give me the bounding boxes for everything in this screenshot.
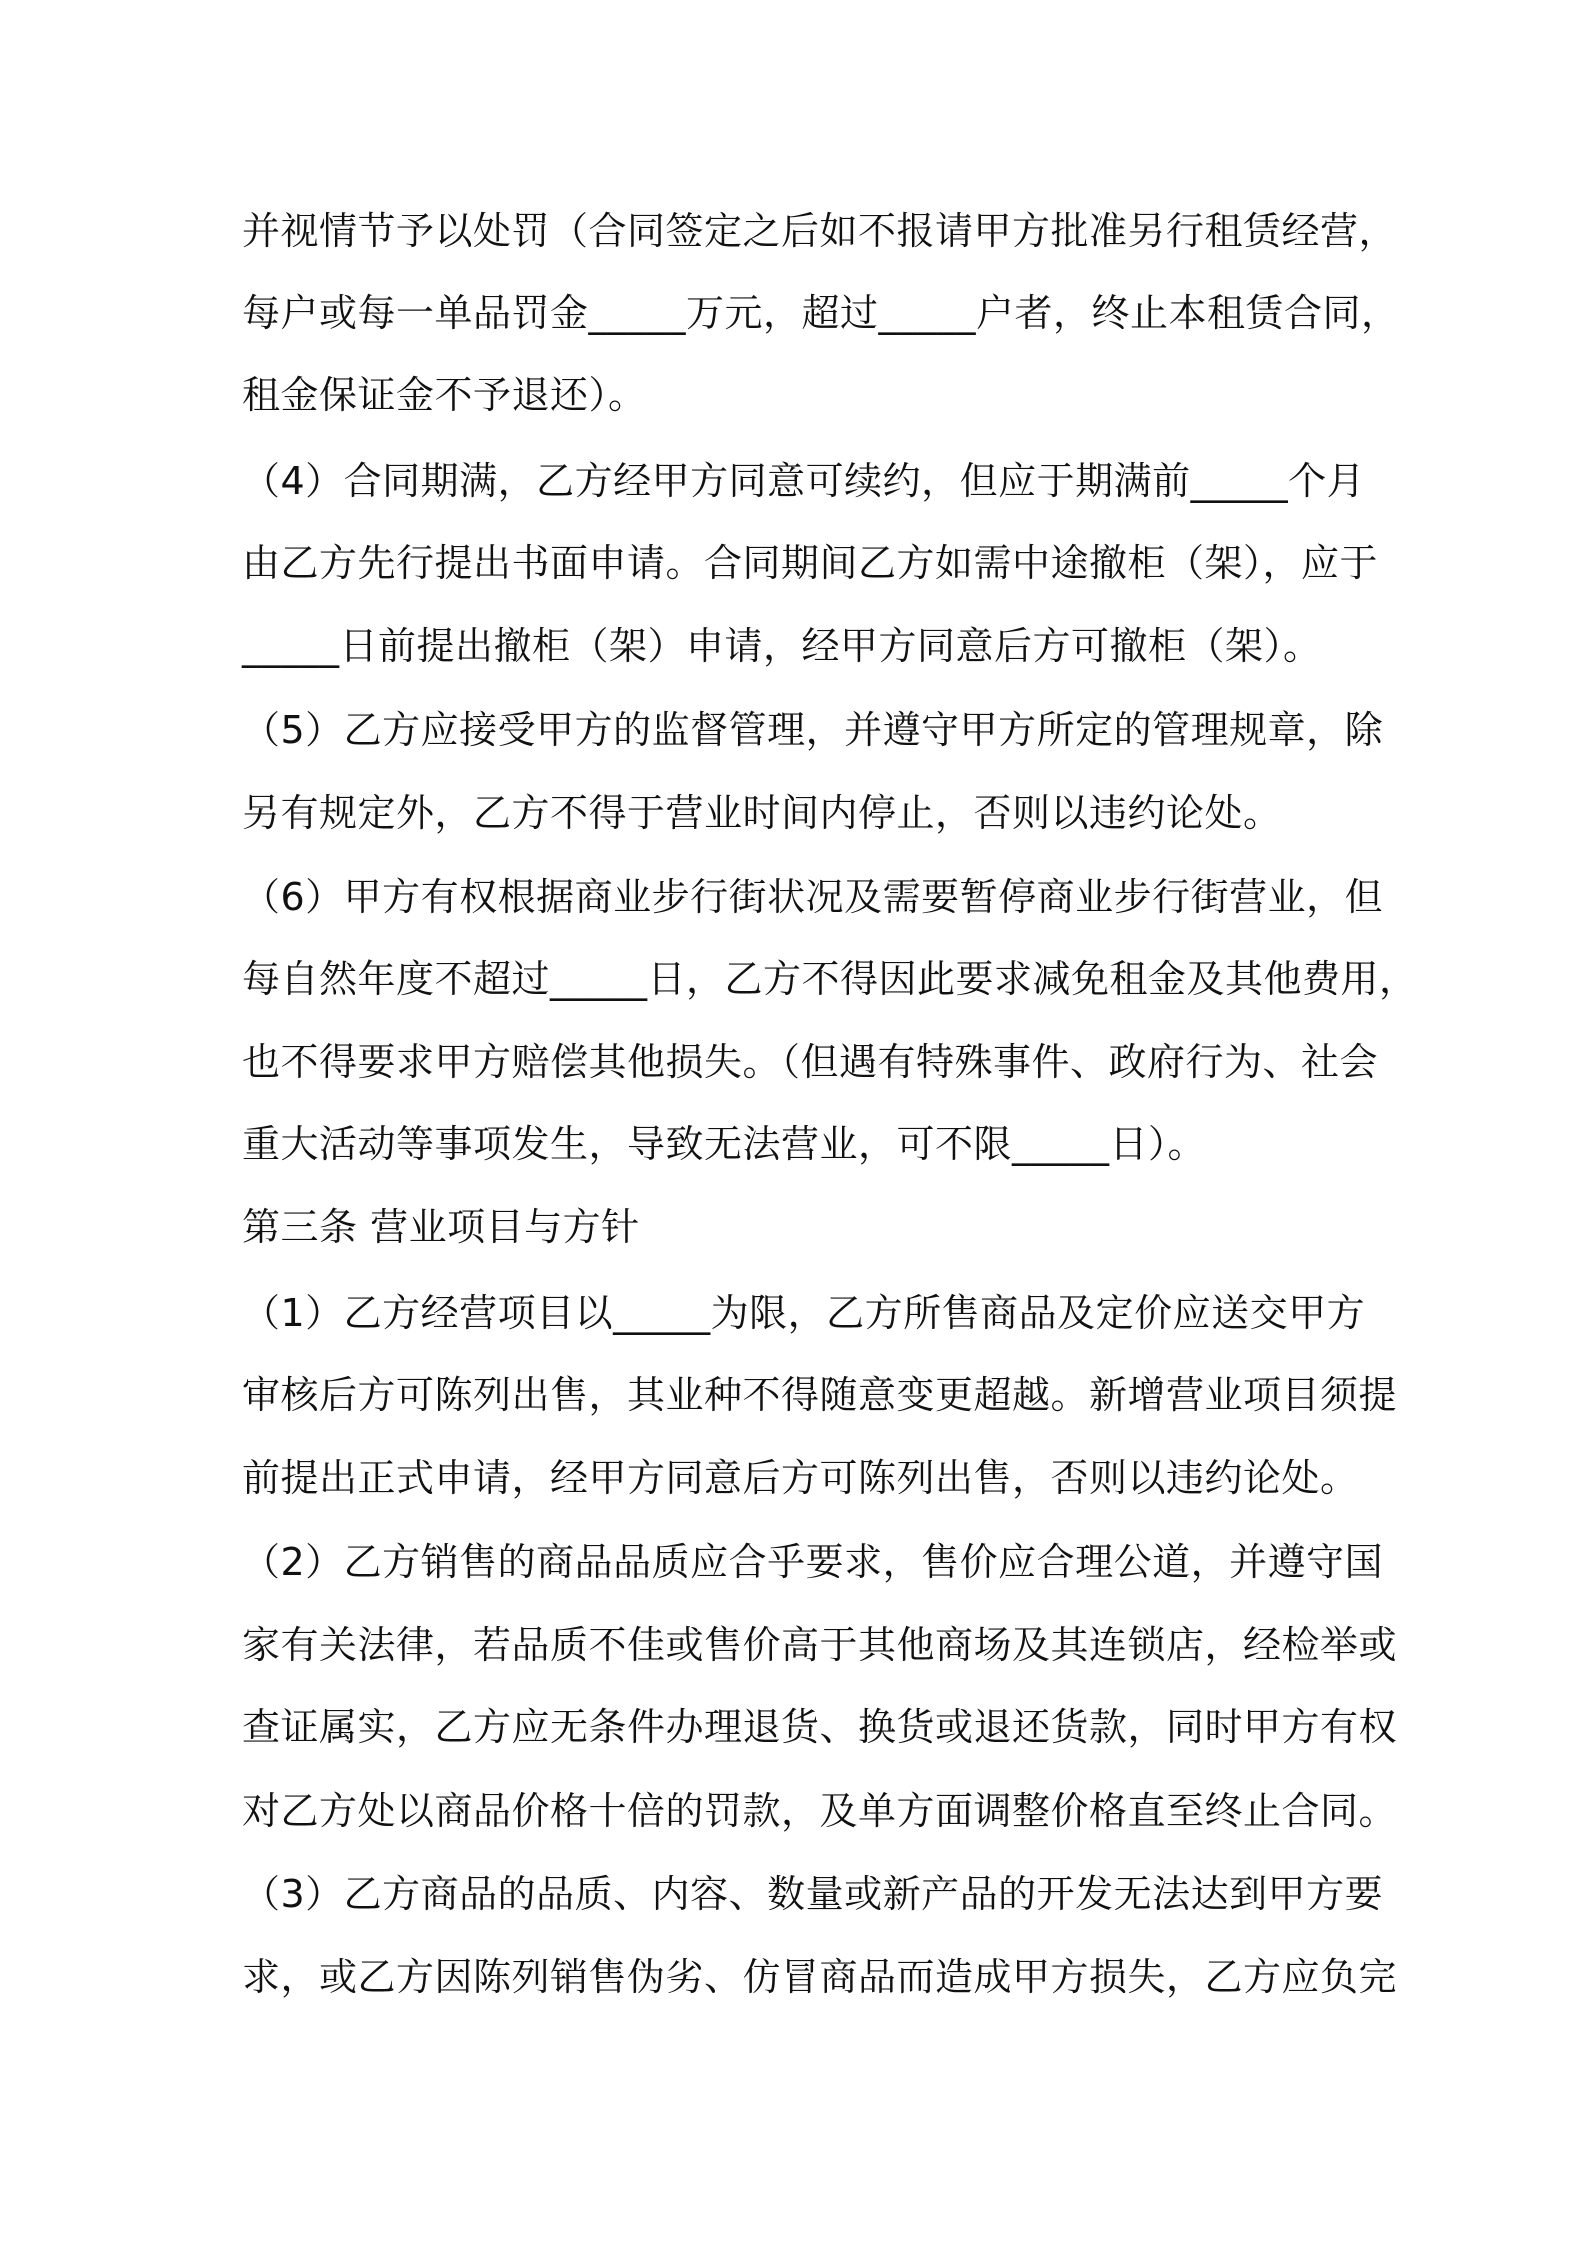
text-line: 每自然年度不超过_____日，乙方不得因此要求减免租金及其他费用， xyxy=(242,957,1418,1001)
text-line: 家有关法律，若品质不佳或售价高于其他商场及其连锁店，经检举或 xyxy=(242,1623,1398,1667)
text-line: （3）乙方商品的品质、内容、数量或新产品的开发无法达到甲方要 xyxy=(242,1872,1384,1916)
text-line: 对乙方处以商品价格十倍的罚款，及单方面调整价格直至终止合同。 xyxy=(242,1789,1398,1833)
text-line: 也不得要求甲方赔偿其他损失。（但遇有特殊事件、政府行为、社会 xyxy=(242,1040,1379,1084)
text-line: 审核后方可陈列出售，其业种不得随意变更超越。新增营业项目须提 xyxy=(242,1373,1398,1417)
text-line: 租金保证金不予退还）。 xyxy=(242,373,647,417)
section-heading: 第三条 营业项目与方针 xyxy=(242,1205,640,1249)
text-line: 并视情节予以处罚（合同签定之后如不报请甲方批准另行租赁经营， xyxy=(242,209,1398,253)
text-line: 查证属实，乙方应无条件办理退货、换货或退还货款，同时甲方有权 xyxy=(242,1705,1398,1749)
text-line: （6）甲方有权根据商业步行街状况及需要暂停商业步行街营业，但 xyxy=(242,875,1384,919)
text-line: 每户或每一单品罚金_____万元，超过_____户者，终止本租赁合同， xyxy=(242,291,1400,335)
text-line: （5）乙方应接受甲方的监督管理，并遵守甲方所定的管理规章，除 xyxy=(242,708,1384,752)
text-line: 另有规定外，乙方不得于营业时间内停止，否则以违约论处。 xyxy=(242,791,1282,835)
text-line: 重大活动等事项发生，导致无法营业，可不限_____日）。 xyxy=(242,1122,1207,1166)
text-line: （4）合同期满，乙方经甲方同意可续约，但应于期满前_____个月 xyxy=(242,459,1366,503)
text-line: 前提出正式申请，经甲方同意后方可陈列出售，否则以违约论处。 xyxy=(242,1456,1359,1500)
text-line: 由乙方先行提出书面申请。合同期间乙方如需中途撤柜（架），应于 xyxy=(242,541,1379,585)
text-line: （2）乙方销售的商品品质应合乎要求，售价应合理公道，并遵守国 xyxy=(242,1540,1384,1584)
text-line: （1）乙方经营项目以_____为限，乙方所售商品及定价应送交甲方 xyxy=(242,1291,1366,1335)
text-line: _____日前提出撤柜（架）申请，经甲方同意后方可撤柜（架）。 xyxy=(242,624,1322,668)
text-line: 求，或乙方因陈列销售伪劣、仿冒商品而造成甲方损失，乙方应负完 xyxy=(242,1955,1398,1999)
